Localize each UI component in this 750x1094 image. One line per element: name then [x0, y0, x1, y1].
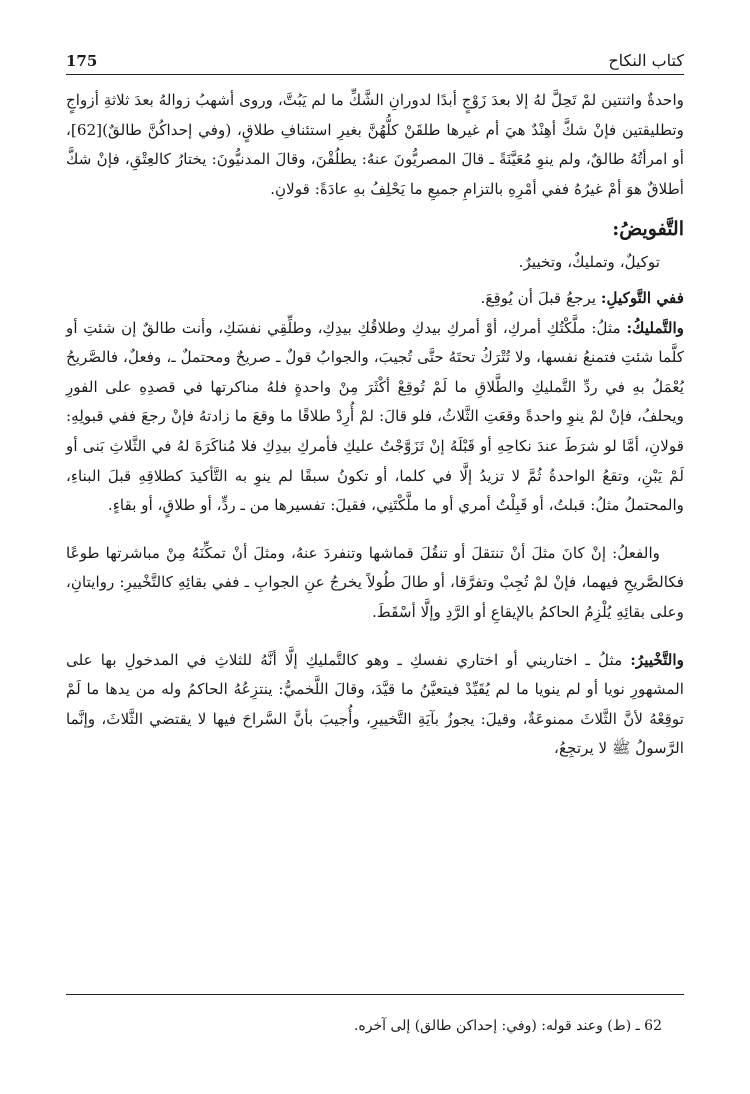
- running-title: كتاب النكاح: [608, 51, 684, 70]
- page-number: 175: [66, 52, 98, 70]
- paragraph-3: [66, 284, 684, 314]
- term-takhyir: والتَّخْييرُ:: [630, 650, 684, 669]
- paragraph-1: واحدةٌ واثنتين لمْ تَحِلَّ لهُ إلا بعدَ زَوْجٍ أبدًا لدورانِ الشَّكِّ ما لم يَبُتَّ، وروى أشهبُ زوالهُ بعدَ ثلاثةِ أزواجٍ وتطليقتين فإنْ شكَّ أهِنْدٌ هيَ أم غيرها طلقَنْ كلُّهُنَّ بغيرِ استئنافِ طلاقٍ، (وفي إحداكُنَّ طالقٌ)[62]، أو امرأتُهُ طالقٌ، ولم ينوِ مُعَيَّنَةً ـ قالَ المصريُّونَ عنهُ: يطلُقْنَ، وقالَ المدنيُّونَ: يختارُ كالعِتْقِ، فإنْ شكَّ أطلاقٌ هوَ أمْ غيرُهُ ففي أمْرِهِ بالتزامِ جميعِ ما يَحْلِفُ بهِ عادَةً: قولانِ.: [66, 91, 684, 198]
- main-text: [66, 86, 684, 764]
- term-tawkil: ففي التَّوكيلِ:: [600, 288, 684, 307]
- paragraph-2: توكيلٌ، وتمليكٌ، وتخييرٌ.: [518, 253, 660, 272]
- paragraph-3-text: يرجعُ قبلَ أن يُوقِعَ.: [480, 288, 601, 307]
- footnote-rule: [66, 994, 684, 995]
- footnote: 62 ـ (ط) وعند قوله: (وفي: إحداكن طالق) إلى آخره.: [353, 1018, 662, 1034]
- paragraph-4: [66, 314, 684, 521]
- paragraph-6: [66, 646, 684, 764]
- paragraph-6-text: مثلُ ـ اختاريني أو اختاري نفسكِ ـ وهو كالتَّمليكِ إلَّا أنَّهُ للثلاثِ في المدخولِ بها على المشهورِ نويا أو لم ينويا ما لم يُقَيِّدْ فيتعيَّنُ ما قيَّدَ، وقالَ اللَّخميُّ: ينتزِعُهُ الحاكمُ وله من يدها ما لَمْ توقِعْهُ لأنَّ الثَّلاثَ ممنوعَةٌ، وقيلَ: يجوزُ بآيَةِ التَّخييرِ، وأُجيبَ بأنَّ السَّراحَ فيها لا يقتضي الثَّلاثَ، وإنَّما الرَّسولُ ﷺ لا يرتجِعُ،: [66, 650, 684, 758]
- paragraph-5: والفعلُ: إنْ كانَ مثلَ أنْ تنتقلَ أو تنقُلَ قماشها وتنفردَ عنهُ، ومثلَ أنْ تمكِّنَهُ مِنْ مباشرتها طوعًا فكالصَّريحِ فيهما، فإنْ لمْ تُجِبْ وتفرَّقا، أو طالَ طُولاً يخرجُ عنِ الجوابِ ـ ففي بقائِهِ كالتَّخْييرِ: روايتانِ، وعلى بقائِهِ يُلْزِمُ الحاكمُ بالإيقاعِ أو الرَّدِ وإلَّا أسْقَطَ.: [66, 543, 684, 621]
- paragraph-4-text: مثلُ: ملَّكْتُكِ أمركِ، أوْ أمركِ بيدكِ وطلاقُكِ بيدِكِ، وطلِّقِي نفسَكِ، وأنت طالقٌ إن شئتِ أو كلَّما شئتِ فتمنعُ نفسها، ولا تُتْرَكُ تحتَهُ حتَّى تُجيبَ، والجوابُ قولٌ ـ صريحٌ ومحتملٌ ـ، وفعلٌ، فالصَّريحُ يُعْمَلُ بهِ في ردِّ التَّمليكِ والطَّلاقِ ما لَمْ تُوقِعْ أكْثَرَ مِنْ واحدةٍ فلهُ مناكرتها في قصدِهِ على الفورِ ويحلفُ، فإنْ لمْ ينوِ واحدةً وقعَتِ الثَّلاثُ، فلو قالَ: لمْ أُرِدْ طلاقًا ما وقعَ ما زادتهُ فإنْ رجعَ ففي قبولِهِ: قولانِ، أمَّا لو شرَطَ عندَ نكاحِهِ أو قَبْلَهُ إنْ تَزَوَّجْتُ عليكِ فأمركِ بيدِكِ فلا مُناكَرَةَ لهُ في الثَّلاثِ بَنى أو لَمْ يَبْنِ، وتقعُ الواحدةُ ثُمَّ لا تزيدُ إلَّا في كلما، أو تكونُ سبقًا لم ينوِ به التَّأكيدَ كطلاقِهِ قبلَ البناءِ، والمحتملُ مثلُ: قبلتُ، أو قَبِلْتُ أمري أو ما ملَّكْتَنِي، فقيلَ: تفسيرها من ـ ردٍّ، أو طلاقٍ، أو بقاءٍ.: [66, 318, 684, 515]
- header-rule: [66, 74, 684, 75]
- term-tamlik: والتَّمليكُ:: [626, 318, 684, 337]
- page-header: [66, 40, 684, 70]
- section-heading: التَّفويضُ:: [612, 218, 684, 241]
